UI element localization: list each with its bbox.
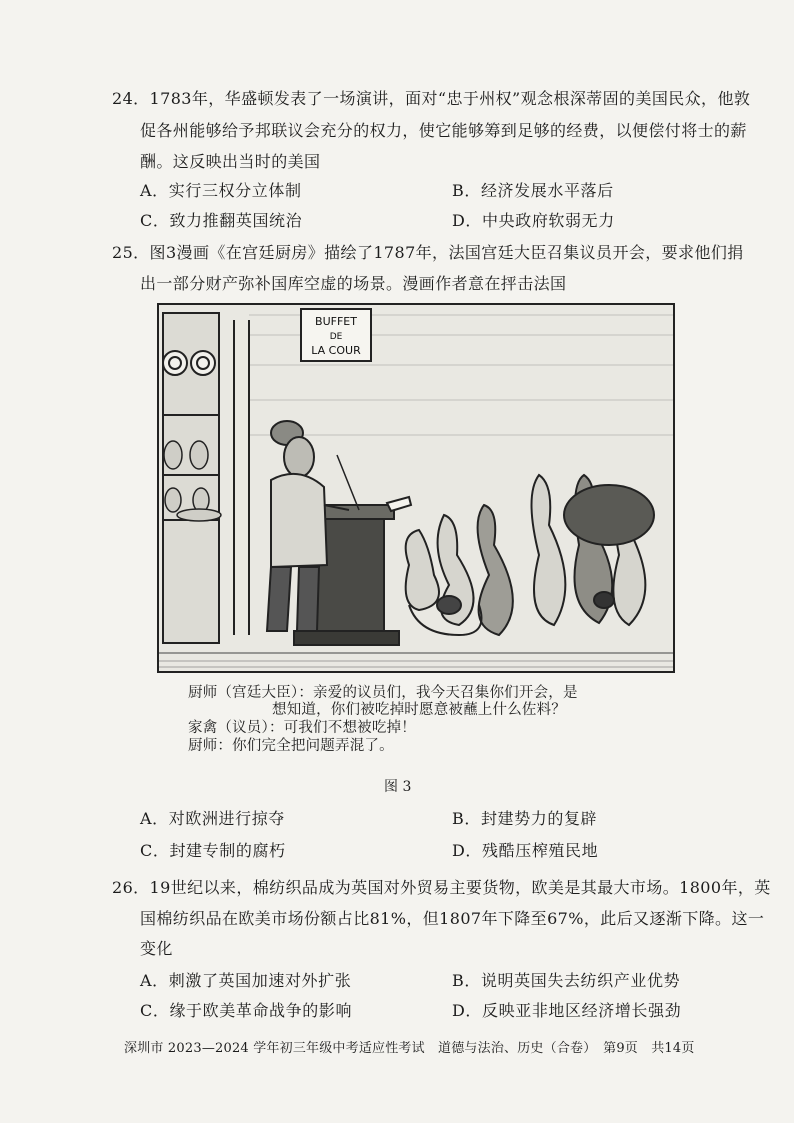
question-25-option-b[interactable]: B．封建势力的复辟 bbox=[452, 809, 598, 828]
question-26-option-a[interactable]: A．刺激了英国加速对外扩张 bbox=[140, 971, 352, 990]
question-25-line-2: 出一部分财产弥补国库空虚的场景。漫画作者意在抨击法国 bbox=[140, 274, 567, 293]
question-24-option-a[interactable]: A．实行三权分立体制 bbox=[140, 181, 302, 200]
question-24-line-1: 24．1783年，华盛顿发表了一场演讲，面对“忠于州权”观念根深蒂固的美国民众，他敦 bbox=[112, 89, 751, 108]
page-footer: 深圳市 2023—2024 学年初三年级中考适应性考试 道德与法治、历史（合卷） 第9页 共14页 bbox=[124, 1041, 695, 1056]
buffet-sign bbox=[301, 309, 371, 361]
dialogue-line-1: 厨师（宫廷大臣）：亲爱的议员们，我今天召集你们开会，是 bbox=[188, 685, 578, 701]
question-26-option-d[interactable]: D．反映亚非地区经济增长强劲 bbox=[452, 1001, 682, 1020]
question-26-line-2: 国棉纺织品在欧美市场份额占比81%，但1807年下降至67%，此后又逐渐下降。这一 bbox=[140, 909, 765, 928]
dialogue-line-4: 厨师：你们完全把问题弄混了。 bbox=[188, 738, 394, 754]
question-26-option-b[interactable]: B．说明英国失去纺织产业优势 bbox=[452, 971, 681, 990]
cartoon-illustration bbox=[159, 305, 673, 671]
dialogue-line-3: 家禽（议员）：可我们不想被吃掉！ bbox=[188, 720, 416, 736]
question-24-line-2: 促各州能够给予邦联议会充分的权力，使它能够筹到足够的经费，以便偿付将士的薪 bbox=[140, 121, 747, 140]
dialogue-line-2: 想知道，你们被吃掉时愿意被蘸上什么佐料？ bbox=[272, 702, 566, 718]
question-24-option-b[interactable]: B．经济发展水平落后 bbox=[452, 181, 614, 200]
sign-text-3: LA COUR bbox=[311, 344, 361, 357]
question-26-line-3: 变化 bbox=[140, 939, 173, 958]
question-24-option-c[interactable]: C．致力推翻英国统治 bbox=[140, 211, 303, 230]
question-25-option-c[interactable]: C．封建专制的腐朽 bbox=[140, 841, 286, 860]
question-24-option-d[interactable]: D．中央政府软弱无力 bbox=[452, 211, 615, 230]
figure-3-label: 图 3 bbox=[384, 779, 412, 795]
question-24-line-3: 酬。这反映出当时的美国 bbox=[140, 152, 321, 171]
sign-text-2: DE bbox=[329, 332, 343, 342]
sign-text-1: BUFFET bbox=[315, 315, 357, 328]
question-25-option-d[interactable]: D．残酷压榨殖民地 bbox=[452, 841, 599, 860]
question-25-option-a[interactable]: A．对欧洲进行掠夺 bbox=[140, 809, 285, 828]
question-25-line-1: 25．图3漫画《在宫廷厨房》描绘了1787年，法国宫廷大臣召集议员开会，要求他们捐 bbox=[112, 243, 744, 262]
cartoon-figure-3 bbox=[157, 303, 675, 673]
question-26-line-1: 26．19世纪以来，棉纺织品成为英国对外贸易主要货物，欧美是其最大市场。1800年，英 bbox=[112, 878, 771, 897]
question-26-option-c[interactable]: C．缘于欧美革命战争的影响 bbox=[140, 1001, 353, 1020]
